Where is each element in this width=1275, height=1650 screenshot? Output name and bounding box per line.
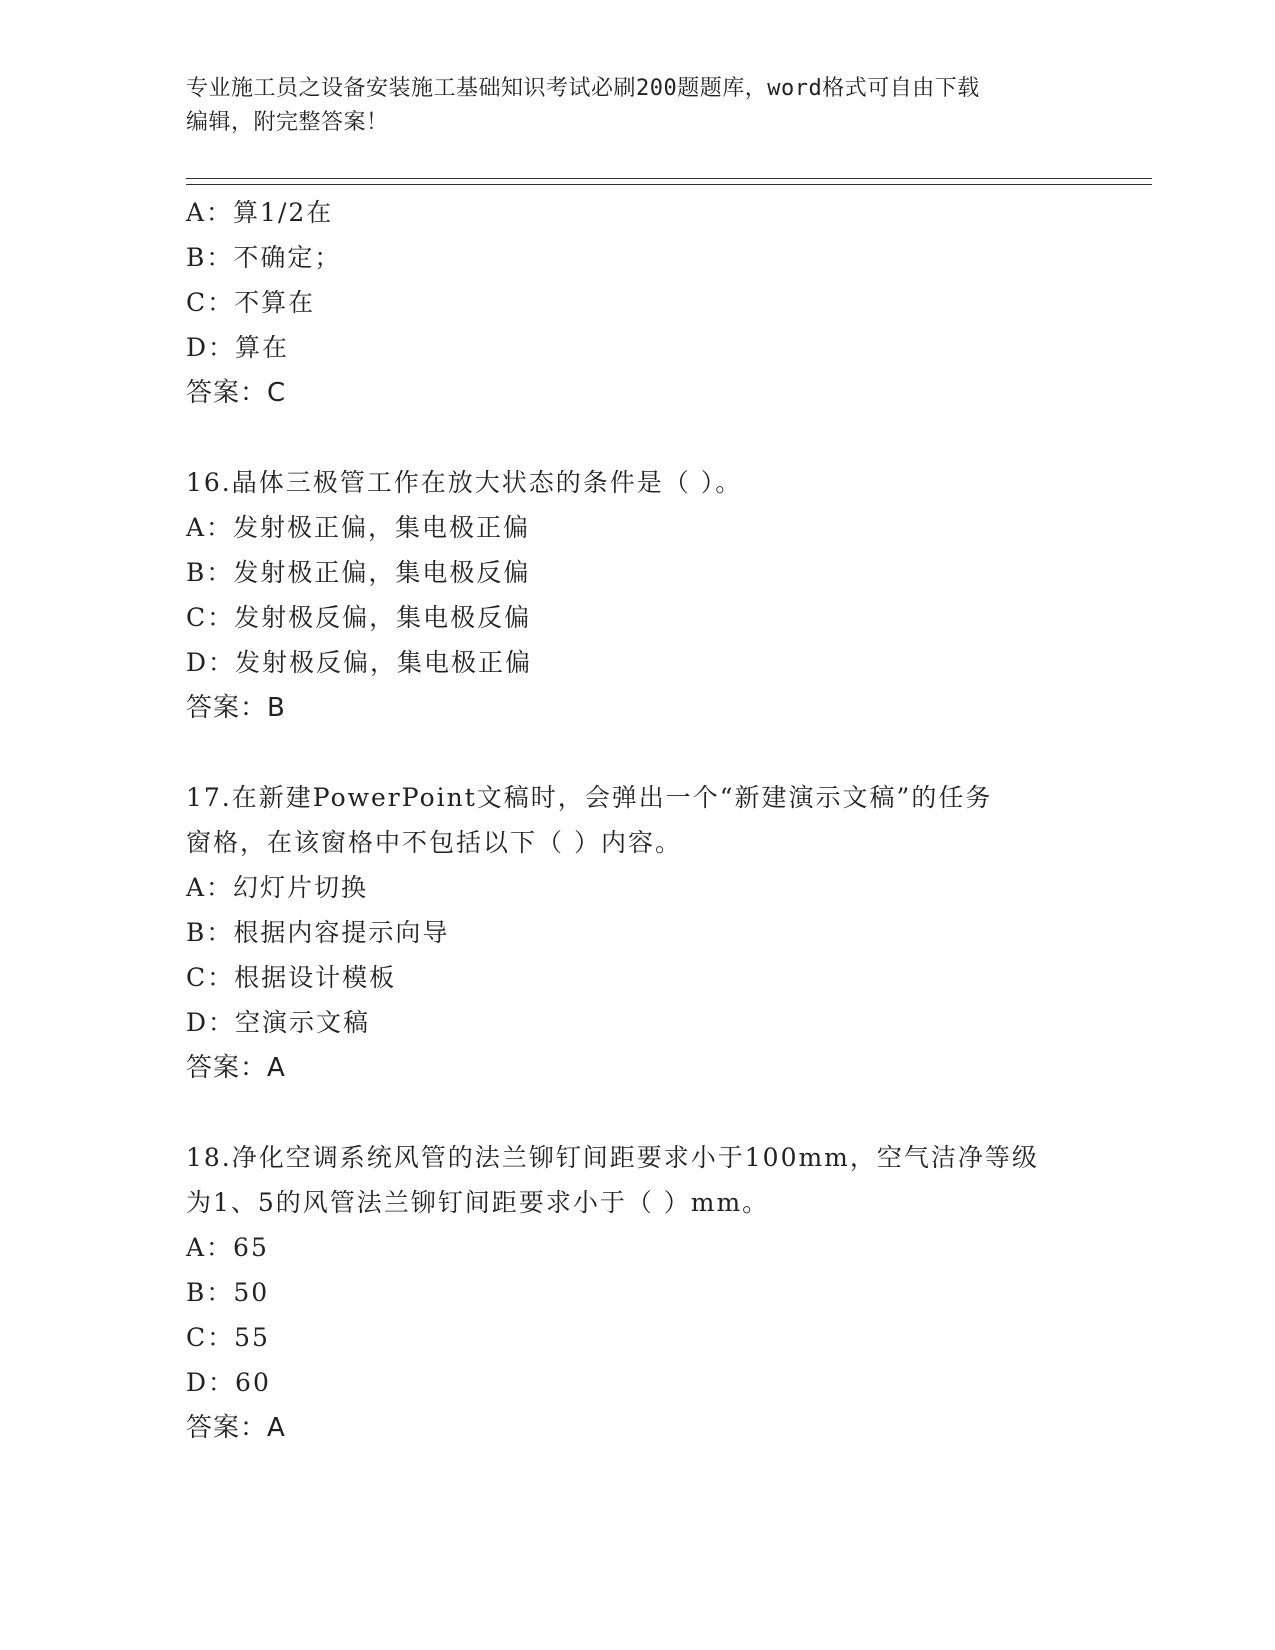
option-d: D：60: [186, 1368, 271, 1397]
question-15: [186, 190, 1086, 416]
question-stem-line-2: 窗格，在该窗格中不包括以下（ ）内容。: [186, 828, 682, 857]
answer-line: 答案：A: [186, 1413, 286, 1443]
option-c: C：不算在: [186, 288, 316, 317]
option-c: C：根据设计模板: [186, 963, 397, 992]
option-b: B：根据内容提示向导: [186, 918, 450, 947]
question-stem: 16.晶体三极管工作在放大状态的条件是（ ）。: [186, 468, 743, 497]
question-16: [186, 460, 1086, 731]
answer-line: 答案：C: [186, 378, 287, 408]
option-d: D：算在: [186, 333, 290, 362]
option-b: B：不确定；: [186, 243, 342, 272]
option-c: C：发射极反偏，集电极反偏: [186, 603, 532, 632]
question-17: [186, 775, 1086, 1091]
option-a: A：算1/2在: [186, 198, 334, 227]
option-a: A：65: [186, 1233, 269, 1262]
option-d: D：发射极反偏，集电极正偏: [186, 648, 533, 677]
option-a: A：幻灯片切换: [186, 873, 369, 902]
question-stem-line-2: 为1、5的风管法兰铆钉间距要求小于（ ）mm。: [186, 1188, 770, 1217]
answer-line: 答案：B: [186, 693, 286, 723]
question-18: [186, 1135, 1086, 1451]
header-divider-top: [186, 178, 1152, 179]
header-title-line-2: 编辑，附完整答案！: [186, 110, 389, 135]
header-title-line-1: 专业施工员之设备安装施工基础知识考试必刷200题题库，word格式可自由下载: [186, 76, 980, 101]
question-list: [186, 190, 1086, 1451]
option-b: B：发射极正偏，集电极反偏: [186, 558, 531, 587]
header-divider-bottom: [186, 184, 1152, 185]
question-stem-line-1: 18.净化空调系统风管的法兰铆钉间距要求小于100mm，空气洁净等级: [186, 1143, 1039, 1172]
option-d: D：空演示文稿: [186, 1008, 371, 1037]
option-b: B：50: [186, 1278, 270, 1307]
option-c: C：55: [186, 1323, 270, 1352]
question-stem-line-1: 17.在新建PowerPoint文稿时，会弹出一个“新建演示文稿”的任务: [186, 783, 993, 812]
answer-line: 答案：A: [186, 1053, 286, 1083]
option-a: A：发射极正偏，集电极正偏: [186, 513, 531, 542]
document-header: [186, 72, 1066, 140]
